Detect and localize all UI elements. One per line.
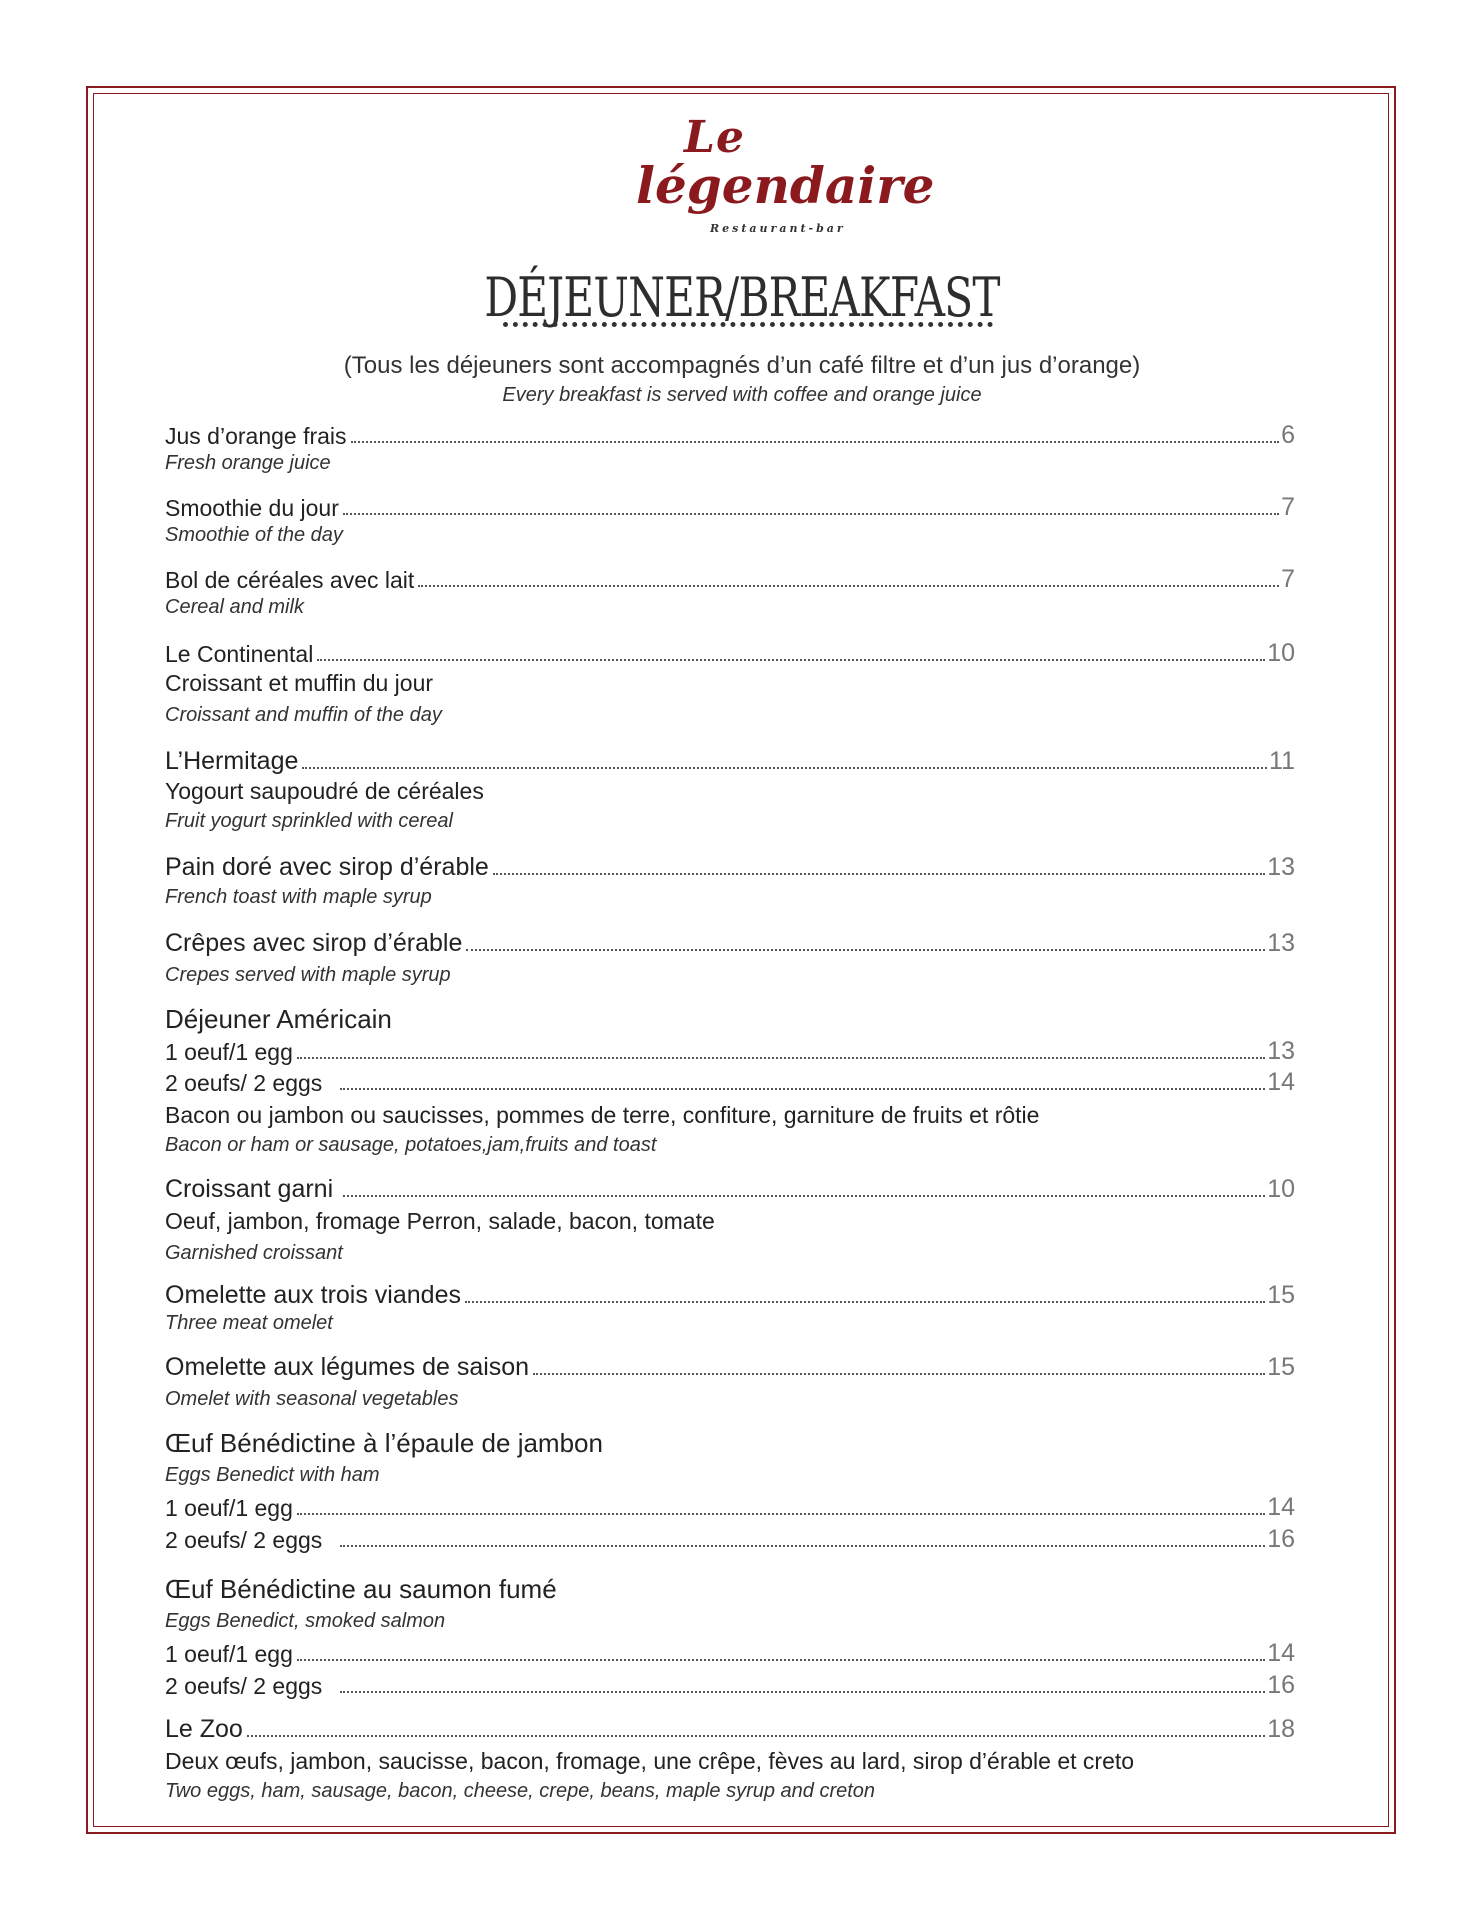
menu-item-bol	[165, 564, 1295, 594]
dot-leader	[340, 1545, 1265, 1547]
menu-item-zoo	[165, 1714, 1295, 1744]
item-description: Croissant et muffin du jour	[165, 670, 434, 696]
menu-title: DÉJEUNER/BREAKFAST	[484, 266, 1000, 329]
menu-item-jus	[165, 420, 1295, 450]
item-name: Le Continental	[165, 641, 314, 667]
item-description: Bacon ou jambon ou saucisses, pommes de terre, confiture, garniture de fruits et rôtie	[165, 1102, 1040, 1128]
title-dotted-underline	[503, 322, 993, 327]
dot-leader	[302, 767, 1267, 769]
breakfast-note-french: (Tous les déjeuners sont accompagnés d’un café filtre et d’un jus d’orange)	[343, 352, 1141, 379]
menu-item-croissant	[165, 1174, 1295, 1204]
menu-item-benedict-salmon-heading: Œuf Bénédictine au saumon fumé	[165, 1574, 557, 1604]
item-price: 10	[1267, 639, 1295, 667]
dot-leader	[493, 873, 1265, 875]
menu-item-hermitage	[165, 746, 1295, 776]
item-price: 13	[1267, 929, 1295, 957]
item-name: Bol de céréales avec lait	[165, 567, 415, 593]
menu-option-benedict-ham-1	[165, 1492, 1295, 1522]
option-price: 16	[1267, 1525, 1295, 1553]
item-name: Pain doré avec sirop d’érable	[165, 853, 489, 881]
logo-line-1: Le	[684, 112, 745, 163]
dot-leader	[317, 659, 1265, 661]
logo-line-2: légendaire	[636, 156, 935, 215]
menu-item-pain-dore	[165, 852, 1295, 882]
menu-item-omelette-viandes	[165, 1280, 1295, 1310]
option-price: 14	[1267, 1068, 1295, 1096]
item-english: Fresh orange juice	[165, 452, 331, 474]
menu-item-omelette-legumes	[165, 1352, 1295, 1382]
item-name: Crêpes avec sirop d’érable	[165, 929, 463, 957]
item-name: Omelette aux trois viandes	[165, 1281, 461, 1309]
item-english: Fruit yogurt sprinkled with cereal	[165, 810, 453, 832]
item-description: Yogourt saupoudré de céréales	[165, 778, 484, 804]
item-english: Smoothie of the day	[165, 524, 343, 546]
option-label: 2 oeufs/ 2 eggs	[165, 1527, 323, 1553]
item-name: Smoothie du jour	[165, 495, 339, 521]
item-english: Eggs Benedict with ham	[165, 1464, 380, 1486]
item-english: French toast with maple syrup	[165, 886, 432, 908]
item-english: Eggs Benedict, smoked salmon	[165, 1610, 446, 1632]
option-price: 16	[1267, 1671, 1295, 1699]
menu-option-americain-2	[165, 1067, 1295, 1097]
item-price: 7	[1281, 565, 1295, 593]
item-price: 13	[1267, 853, 1295, 881]
item-english: Cereal and milk	[165, 596, 304, 618]
option-label: 2 oeufs/ 2 eggs	[165, 1070, 323, 1096]
item-name: L’Hermitage	[165, 747, 299, 775]
option-label: 1 oeuf/1 egg	[165, 1641, 293, 1667]
dot-leader	[340, 1691, 1265, 1693]
item-english: Two eggs, ham, sausage, bacon, cheese, crepe, beans, maple syrup and creton	[165, 1780, 876, 1802]
dot-leader	[297, 1057, 1265, 1059]
breakfast-note-english: Every breakfast is served with coffee and orange juice	[502, 384, 982, 406]
dot-leader	[343, 1195, 1265, 1197]
dot-leader	[351, 441, 1280, 443]
menu-item-crepes	[165, 928, 1295, 958]
restaurant-logo	[620, 112, 935, 244]
option-label: 2 oeufs/ 2 eggs	[165, 1673, 323, 1699]
menu-item-continental	[165, 638, 1295, 668]
item-name: Le Zoo	[165, 1715, 243, 1743]
menu-option-americain-1	[165, 1036, 1295, 1066]
item-english: Bacon or ham or sausage, potatoes,jam,fruits and toast	[165, 1134, 657, 1156]
item-english: Crepes served with maple syrup	[165, 964, 451, 986]
item-english: Omelet with seasonal vegetables	[165, 1388, 459, 1410]
dot-leader	[465, 1301, 1265, 1303]
item-english: Croissant and muffin of the day	[165, 704, 442, 726]
dot-leader	[247, 1735, 1265, 1737]
menu-item-americain-heading: Déjeuner Américain	[165, 1004, 392, 1034]
dot-leader	[343, 513, 1279, 515]
menu-item-benedict-ham-heading: Œuf Bénédictine à l’épaule de jambon	[165, 1428, 603, 1458]
dot-leader	[418, 585, 1279, 587]
item-description: Oeuf, jambon, fromage Perron, salade, bacon, tomate	[165, 1208, 715, 1234]
logo-subtitle: Restaurant-bar	[710, 222, 846, 235]
item-description: Deux œufs, jambon, saucisse, bacon, fromage, une crêpe, fèves au lard, sirop d’érable et creto	[165, 1748, 1135, 1774]
item-price: 10	[1267, 1175, 1295, 1203]
menu-option-benedict-salmon-2	[165, 1670, 1295, 1700]
dot-leader	[533, 1373, 1265, 1375]
item-name: Jus d’orange frais	[165, 423, 347, 449]
dot-leader	[297, 1513, 1265, 1515]
item-price: 11	[1269, 747, 1295, 775]
option-price: 14	[1267, 1493, 1295, 1521]
item-price: 15	[1267, 1353, 1295, 1381]
item-english: Three meat omelet	[165, 1312, 333, 1334]
item-price: 15	[1267, 1281, 1295, 1309]
option-price: 13	[1267, 1037, 1295, 1065]
dot-leader	[297, 1659, 1265, 1661]
menu-item-smoothie	[165, 492, 1295, 522]
menu-option-benedict-salmon-1	[165, 1638, 1295, 1668]
item-price: 18	[1267, 1715, 1295, 1743]
item-price: 7	[1281, 493, 1295, 521]
option-price: 14	[1267, 1639, 1295, 1667]
option-label: 1 oeuf/1 egg	[165, 1495, 293, 1521]
item-name: Croissant garni	[165, 1175, 334, 1203]
item-english: Garnished croissant	[165, 1242, 343, 1264]
dot-leader	[340, 1088, 1265, 1090]
item-name: Omelette aux légumes de saison	[165, 1353, 530, 1381]
menu-option-benedict-ham-2	[165, 1524, 1295, 1554]
dot-leader	[466, 949, 1265, 951]
item-price: 6	[1281, 421, 1295, 449]
option-label: 1 oeuf/1 egg	[165, 1039, 293, 1065]
